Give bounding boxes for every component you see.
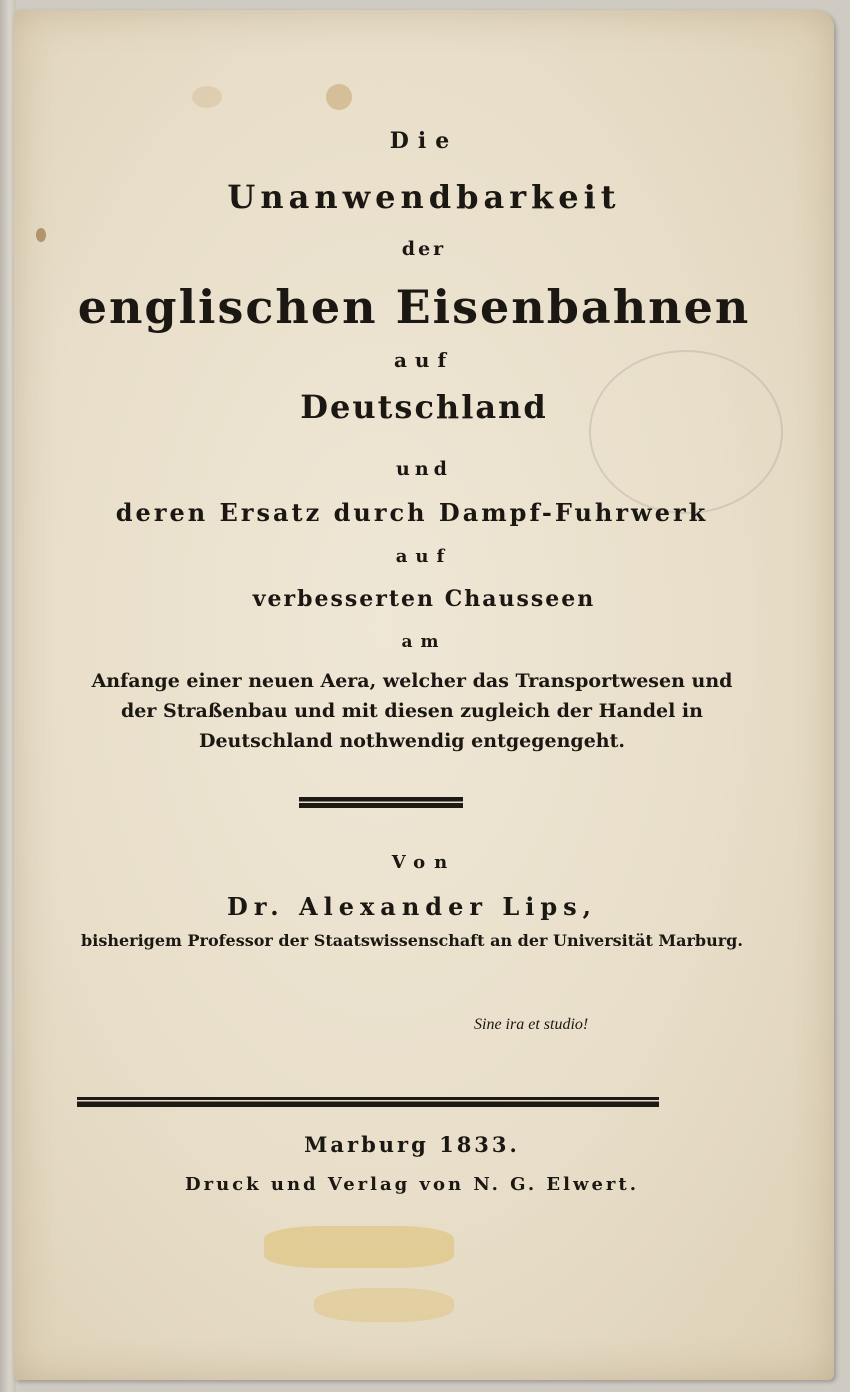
faded-library-stamp [589,350,783,514]
title-deutschland: Deutschland [300,388,548,426]
title-am: am [401,632,447,652]
subtitle-line-3: Deutschland nothwendig entgegengeht. [198,730,626,752]
title-der: der [401,238,447,260]
divider-rule-long [77,1097,659,1107]
title-chausseen: verbesserten Chausseen [252,586,596,612]
imprint-place-year: Marburg 1833. [304,1132,520,1157]
author-name: Dr. Alexander Lips, [227,892,597,921]
author-von: Von [391,852,457,873]
author-title: bisherigem Professor der Staatswissenschaft an der Universität Marburg. [81,931,743,950]
subtitle-line-2: der Straßenbau und mit diesen zugleich der Handel in [121,700,703,722]
divider-rule-short [299,797,463,808]
title-und: und [396,458,452,480]
foxing-stain [326,84,352,110]
subtitle-line-1: Anfange einer neuen Aera, welcher das Transportwesen und [91,670,733,692]
title-auf-2: auf [395,546,453,567]
paper-stain [314,1288,454,1322]
title-page [14,10,834,1380]
title-auf: auf [393,348,455,372]
title-die: Die [389,128,459,154]
title-unanwendbarkeit: Unanwendbarkeit [227,178,621,216]
title-ersatz: deren Ersatz durch Dampf-Fuhrwerk [115,498,709,527]
foxing-stain [192,86,222,108]
title-main: englischen Eisenbahnen [77,280,751,334]
imprint-publisher: Druck und Verlag von N. G. Elwert. [185,1174,639,1195]
motto: Sine ira et studio! [474,1016,589,1033]
paper-stain [264,1226,454,1268]
